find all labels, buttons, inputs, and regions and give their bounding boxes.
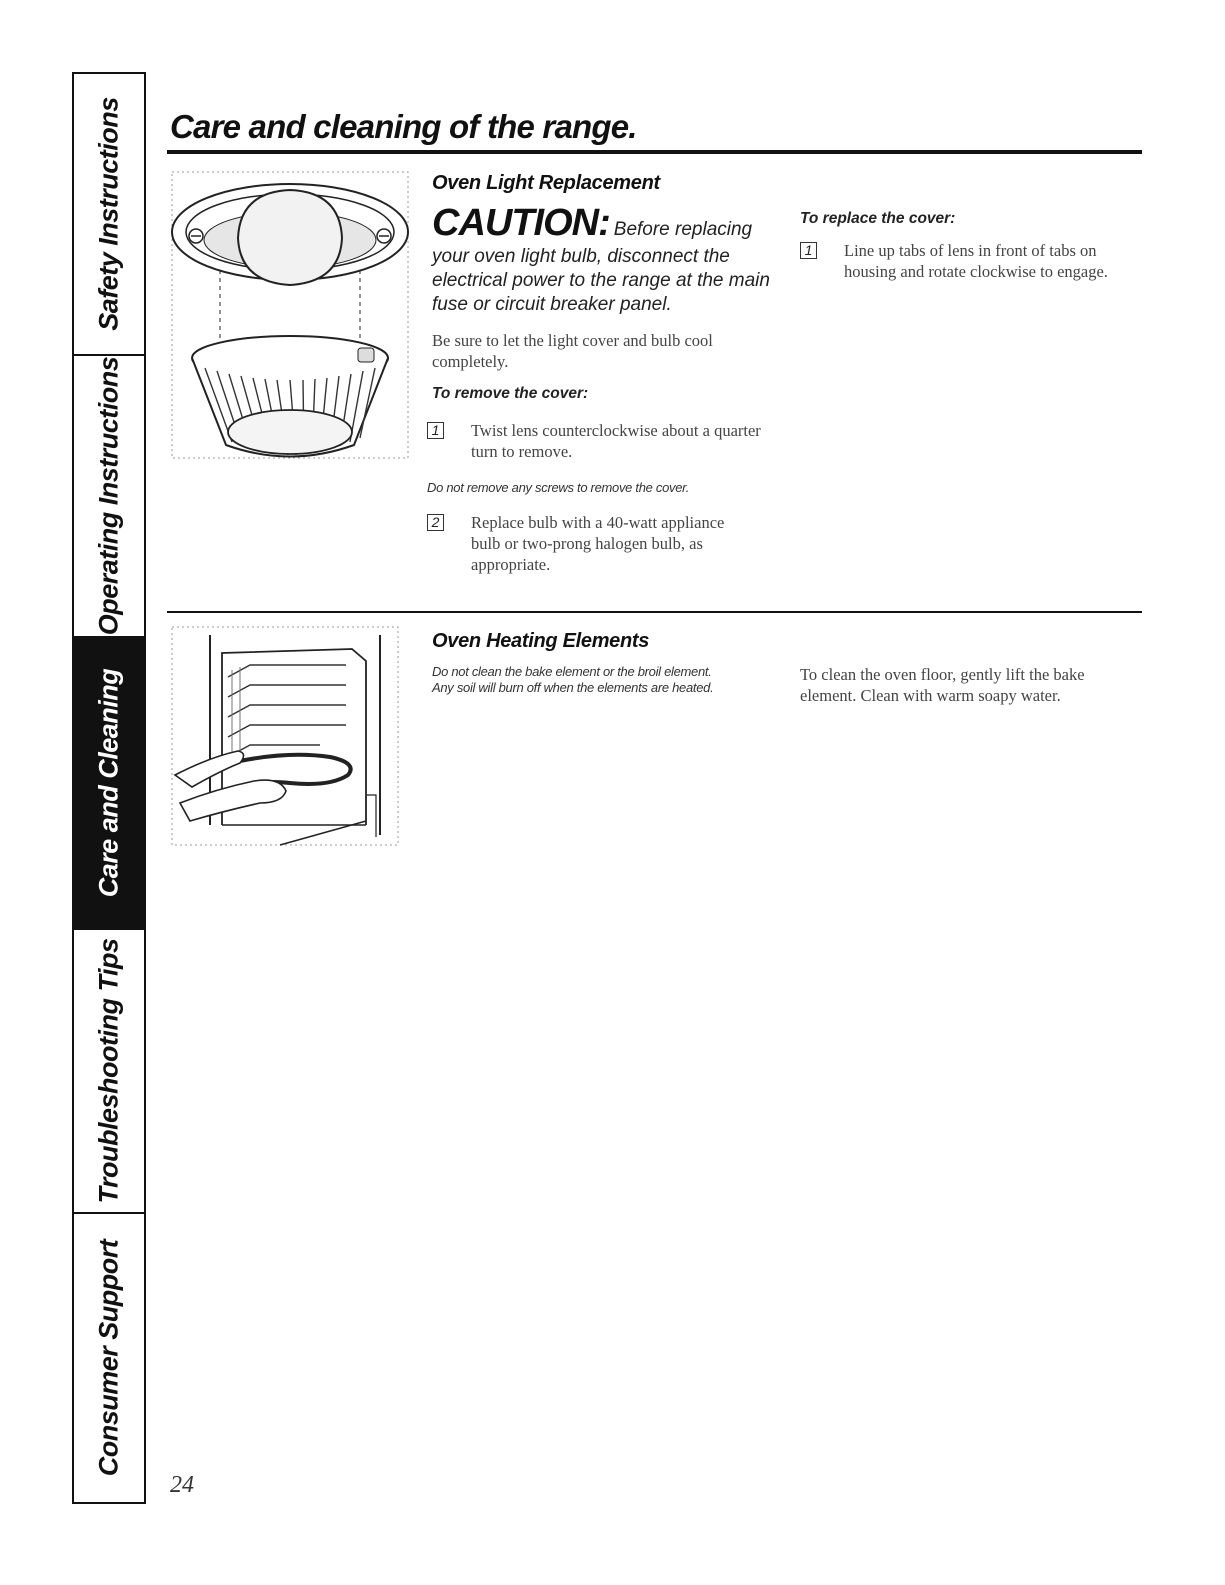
clean-floor-instruction: To clean the oven floor, gently lift the bake element. Clean with warm soapy water.	[800, 665, 1085, 705]
replace-cover-heading: To replace the cover:	[800, 210, 956, 227]
tab-label: Operating Instructions	[93, 356, 124, 636]
remove-step-2	[427, 512, 777, 578]
tab-label: Care and Cleaning	[93, 668, 124, 898]
tab-label: Troubleshooting Tips	[93, 938, 124, 1204]
oven-light-illustration	[170, 170, 410, 470]
tab-safety-instructions[interactable]	[74, 74, 144, 356]
tab-operating-instructions[interactable]	[74, 356, 144, 638]
replace-step-1	[800, 240, 1140, 306]
page-number: 24	[170, 1472, 194, 1498]
tab-care-and-cleaning[interactable]	[74, 638, 144, 930]
step-number: 2	[427, 514, 444, 531]
title-rule	[167, 150, 1142, 154]
tab-label: Consumer Support	[93, 1239, 124, 1477]
cool-instruction: Be sure to let the light cover and bulb cool completely.	[432, 331, 713, 371]
remove-cover-heading: To remove the cover:	[432, 385, 589, 402]
heating-elements-note: Do not clean the bake element or the broil element. Any soil will burn off when the elements are heated.	[432, 664, 714, 695]
side-tab-strip	[72, 72, 146, 1504]
step-number: 1	[800, 242, 817, 259]
section-divider	[167, 611, 1142, 613]
heating-elements-heading: Oven Heating Elements	[432, 630, 650, 652]
step-number: 1	[427, 422, 444, 439]
screws-note: Do not remove any screws to remove the cover.	[427, 480, 690, 495]
tab-label: Safety Instructions	[93, 97, 124, 331]
caution-label: CAUTION:	[432, 202, 610, 244]
page-title: Care and cleaning of the range.	[170, 108, 637, 145]
caution-block	[432, 202, 792, 317]
step-text: Replace bulb with a 40-watt appliance bulb or two-prong halogen bulb, as appropriate.	[471, 513, 725, 574]
step-text: Line up tabs of lens in front of tabs on housing and rotate clockwise to engage.	[844, 241, 1108, 281]
oven-interior-illustration	[170, 625, 400, 847]
tab-troubleshooting-tips[interactable]	[74, 930, 144, 1214]
remove-step-1	[427, 420, 777, 464]
caution-text: Before replacing your oven light bulb, disconnect the electrical power to the range at the main fuse or circuit breaker panel.	[432, 219, 770, 315]
step-text: Twist lens counterclockwise about a quarter turn to remove.	[471, 421, 761, 461]
tab-consumer-support[interactable]	[74, 1214, 144, 1502]
oven-light-heading: Oven Light Replacement	[432, 172, 660, 194]
